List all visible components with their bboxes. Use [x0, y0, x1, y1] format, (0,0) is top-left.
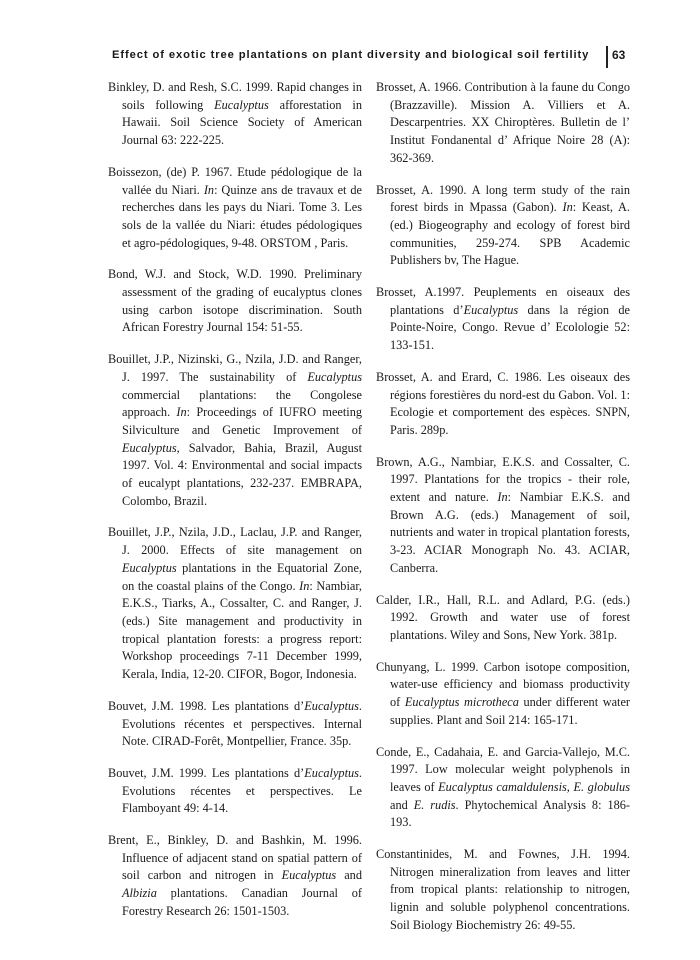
reference-entry: Chunyang, L. 1999. Carbon isotope composition, water-use efficiency and biomass productivity of Eucalyptus microtheca under different water supplies. Plant and Soil 214: 165-171. — [376, 659, 630, 727]
reference-entry: Brosset, A. 1990. A long term study of the rain forest birds in Mpassa (Gabon). In: Keast, A. (ed.) Biogeography and ecology of forest bird communities, 259-274. SPB Academic Publishers bv, The Hague. — [376, 182, 630, 268]
reference-entry: Calder, I.R., Hall, R.L. and Adlard, P.G. (eds.) 1992. Growth and water use of forest plantations. Wiley and Sons, New York. 381p. — [376, 592, 630, 642]
reference-entry: Brent, E., Binkley, D. and Bashkin, M. 1996. Influence of adjacent stand on spatial pattern of soil carbon and nitrogen in Eucalyptus and Albizia plantations. Canadian Journal of Forestry Research 26: 1501-1503. — [108, 833, 362, 918]
page-number: 63 — [612, 48, 626, 62]
right-reference-column — [376, 79, 630, 935]
running-header — [0, 46, 700, 68]
reference-entry: Boissezon, (de) P. 1967. Etude pédologique de la vallée du Niari. In: Quinze ans de travaux et de recherches dans les pays du Niari. Tome 3. Les sols de la vallée du Niari: études pédologiques et agro-pédologiques, 9-48. ORSTOM , Paris. — [108, 164, 362, 250]
reference-entry: Binkley, D. and Resh, S.C. 1999. Rapid changes in soils following Eucalyptus afforestation in Hawaii. Soil Science Society of American Journal 63: 222-225. — [108, 80, 362, 148]
reference-entry: Bouvet, J.M. 1998. Les plantations d’Eucalyptus. Evolutions récentes et perspectives. Internal Note. CIRAD-Forêt, Montpellier, France. 35p. — [108, 698, 362, 749]
reference-entry: Bouillet, J.P., Nzila, J.D., Laclau, J.P. and Ranger, J. 2000. Effects of site management on Eucalyptus plantations in the Equatorial Zone, on the coastal plains of the Congo. In: Nambiar, E.K.S., Tiarks, A., Cossalter, C. and Ranger, J. (eds.) Site management and productivity in tropical plantation forests: a progress report: Workshop proceedings 7-11 December 1999, Kerala, India, 12-20. CIFOR, Bogor, Indonesia. — [108, 525, 363, 682]
running-title: Effect of exotic tree plantations on plant diversity and biological soil fertility — [112, 49, 590, 61]
left-reference-column — [108, 79, 362, 921]
header-divider — [606, 46, 608, 68]
reference-entry: Bouvet, J.M. 1999. Les plantations d’Eucalyptus. Evolutions récentes et perspectives. Le Flamboyant 49: 4-14. — [108, 765, 362, 816]
reference-entry: Brown, A.G., Nambiar, E.K.S. and Cossalter, C. 1997. Plantations for the tropics - their role, extent and nature. In: Nambiar E.K.S. and Brown A.G. (eds.) Management of soil, nutrients and water in tropical plantation forests, 3-23. ACIAR Monograph No. 43. ACIAR, Canberra. — [376, 454, 631, 575]
reference-entry: Brosset, A.1997. Peuplements en oiseaux des plantations d’Eucalyptus dans la région de Pointe-Noire, Congo. Revue d’ Ecolologie 52: 133-151. — [376, 285, 631, 353]
reference-entry: Constantinides, M. and Fownes, J.H. 1994. Nitrogen mineralization from leaves and litter from tropical plants: relationship to nitrogen, lignin and soluble polyphenol concentrations. Soil Biology Biochemistry 26: 49-55. — [376, 847, 630, 932]
reference-entry: Brosset, A. and Erard, C. 1986. Les oiseaux des régions forestières du nord-est du Gabon. Vol. 1: Ecologie et comportement des espèces. SNPN, Paris. 289p. — [376, 369, 630, 437]
reference-entry: Bond, W.J. and Stock, W.D. 1990. Preliminary assessment of the grading of eucalyptus clones using carbon isotope discrimination. South African Forestry Journal 154: 51-55. — [108, 267, 362, 335]
reference-entry: Conde, E., Cadahaia, E. and Garcia-Vallejo, M.C. 1997. Low molecular weight polyphenols in leaves of Eucalyptus camaldulensis, E. globulus and E. rudis. Phytochemical Analysis 8: 186-193. — [376, 744, 630, 830]
reference-entry: Bouillet, J.P., Nizinski, G., Nzila, J.D. and Ranger, J. 1997. The sustainability of Eucalyptus commercial plantations: the Congolese approach. In: Proceedings of IUFRO meeting Silviculture and Genetic Improvement of Eucalyptus, Salvador, Bahia, Brazil, August 1997. Vol. 4: Environmental and social impacts of eucalypt plantations, 232-237. EMBRAPA, Colombo, Brazil. — [108, 352, 362, 508]
reference-entry: Brosset, A. 1966. Contribution à la faune du Congo (Brazzaville). Mission A. Villiers et A. Descarpentries. XX Chiroptères. Bulletin de l’ Institut Fondanental d’ Afrique Noire 28 (A): 362-369. — [376, 80, 630, 165]
